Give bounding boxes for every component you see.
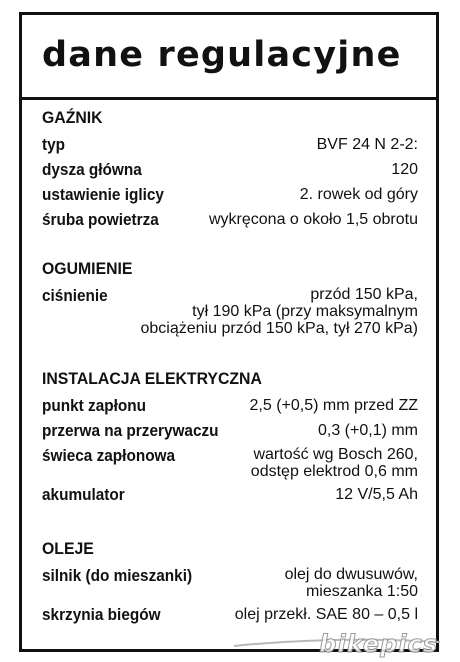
spec-value: wartość wg Bosch 260, odstęp elektrod 0,6 mm <box>250 446 418 480</box>
section-oils <box>42 538 418 630</box>
section-tires <box>42 258 418 342</box>
title-divider <box>22 97 436 100</box>
spec-value: olej przekł. SAE 80 – 0,5 l <box>234 606 418 623</box>
spec-label: silnik (do mieszanki) <box>42 567 193 585</box>
spec-row <box>42 396 418 416</box>
spec-row <box>42 446 418 480</box>
settings-card <box>19 12 439 652</box>
spec-label: ciśnienie <box>42 287 108 305</box>
spec-label: ustawienie iglicy <box>42 186 164 204</box>
section-heading: OGUMIENIE <box>42 259 133 278</box>
section-carburetor <box>42 107 418 235</box>
spec-value: wykręcona o około 1,5 obrotu <box>208 211 418 228</box>
spec-label: akumulator <box>42 486 125 504</box>
spec-row <box>42 286 418 337</box>
watermark-logo: bikepics <box>319 630 438 658</box>
spec-label: śruba powietrza <box>42 211 159 229</box>
page-title: dane regulacyjne <box>42 35 402 75</box>
spec-value: 120 <box>391 161 418 178</box>
spec-label: skrzynia biegów <box>42 606 161 624</box>
spec-row <box>42 485 418 505</box>
spec-row <box>42 135 418 155</box>
spec-row <box>42 566 418 600</box>
section-electrical <box>42 368 418 510</box>
spec-value: olej do dwusuwów, mieszanka 1:50 <box>284 566 418 600</box>
spec-row <box>42 160 418 180</box>
spec-label: dysza główna <box>42 161 142 179</box>
spec-label: punkt zapłonu <box>42 397 147 415</box>
spec-value: 2. rowek od góry <box>299 186 418 203</box>
spec-value: 12 V/5,5 Ah <box>335 486 418 503</box>
spec-label: typ <box>42 136 66 154</box>
spec-value: 2,5 (+0,5) mm przed ZZ <box>249 397 418 414</box>
spec-label: świeca zapłonowa <box>42 447 176 465</box>
spec-value: 0,3 (+0,1) mm <box>317 422 418 439</box>
spec-row <box>42 210 418 230</box>
spec-row <box>42 185 418 205</box>
section-heading: INSTALACJA ELEKTRYCZNA <box>42 369 262 388</box>
section-heading: OLEJE <box>42 539 94 558</box>
spec-label: przerwa na przerywaczu <box>42 422 219 440</box>
spec-row <box>42 605 418 625</box>
section-heading: GAŹNIK <box>42 108 103 127</box>
spec-value: przód 150 kPa, tył 190 kPa (przy maksymalnym obciążeniu przód 150 kPa, tył 270 kPa) <box>140 286 418 337</box>
spec-value: BVF 24 N 2-2: <box>316 136 418 153</box>
spec-row <box>42 421 418 441</box>
